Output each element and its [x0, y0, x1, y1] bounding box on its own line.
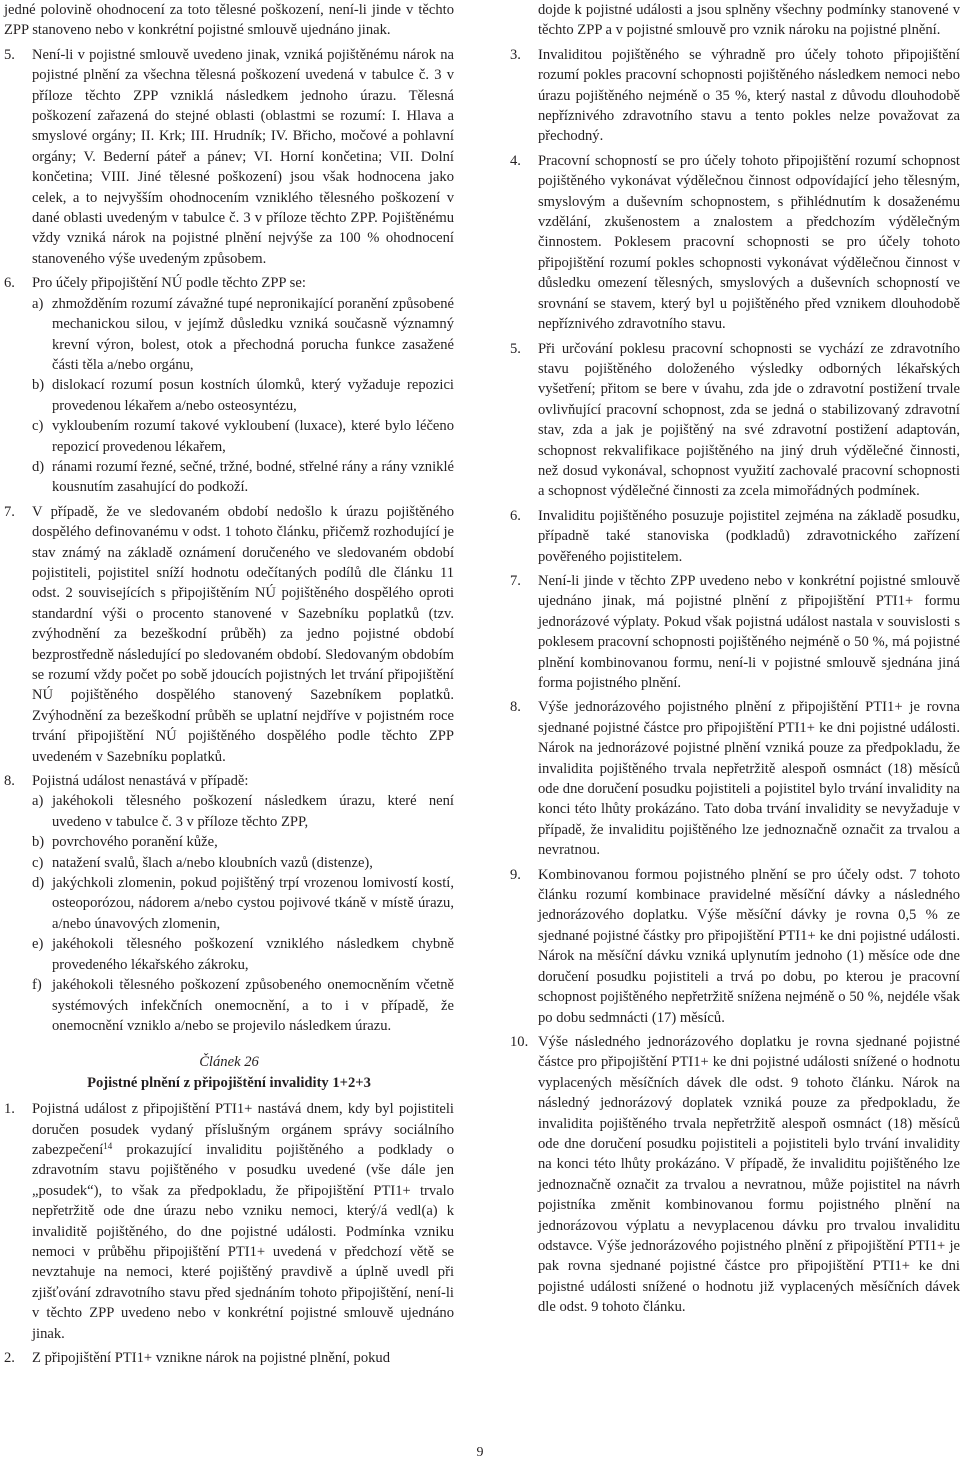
sub-item [32, 873, 454, 934]
clause-6 [510, 506, 960, 567]
clause-7 [510, 571, 960, 693]
sub-text: natažení svalů, šlach a/nebo kloubních vazů (distenze), [52, 854, 373, 871]
clause-text: Pojistná událost nenastává v případě: [32, 773, 249, 790]
intro-paragraph: jedné polovině ohodnocení za toto tělesné poškození, není-li jinde v těchto ZPP stanoveno nebo v konkrétní pojistné smlouvě ujednáno jinak. [4, 2, 454, 39]
article-title: Pojistné plnění z připojištění invalidity 1+2+3 [87, 1074, 371, 1091]
clause-9 [510, 865, 960, 1028]
article-clause-1 [4, 1099, 454, 1344]
clause-number: 7. [4, 503, 15, 520]
sub-label: c) [32, 418, 44, 435]
sub-label: e) [32, 936, 44, 953]
sub-item [32, 294, 454, 376]
sub-text: jakéhokoli tělesného poškození následkem úrazu, které není uvedeno v tabulce č. 3 v příloze těchto ZPP, [52, 793, 454, 830]
clause-number: 5. [4, 46, 15, 63]
sub-text: jakéhokoli tělesného poškození vzniklého následkem chybně provedeného lékařského zákroku, [52, 936, 454, 973]
article-clause-2 [4, 1348, 454, 1368]
sub-item [32, 416, 454, 457]
clause-text: Kombinovanou formou pojistného plnění se pro účely odst. 7 tohoto článku rozumí kombinace pravidelné měsíční dávky a následného jednorázového doplatku. Výše měsíční dávky je rovna 0,5 % ze sjednané pojistné částky pro připojištění PTI1+ ke dni pojistné události. Nárok na měsíční dávku vzniká uplynutím jednoho (1) měsíce ode dne doručení posudku pojistiteli a trvá po dobu, po kterou je pracovní schopnost pojištěného nepřetržitě snížena nejméně o 50 %, nejdéle však po dobu sedmnácti (17) měsíců. [538, 866, 960, 1026]
clause-8 [4, 771, 454, 1036]
clause-text: V případě, že ve sledovaném období nedošlo k úrazu pojištěného dospělého definovanému v odst. 1 tohoto článku, přičemž rozhodující je stav známý na základě oznámení doručeného ve sledovaném období pojistiteli, pojistitel sníží hodnotu odečítaných podílů dle článku 11 odst. 2 souvisejících s připojištěním NÚ pojištěného dospělého oproti standardní výši o procento stanovené v Sazebníku poplatků (tzv. zvýhodnění za bezeškodní průběh) za jedno pojistné období bezprostředně následující po sledovaném období. Sledovaným obdobím se rozumí vždy počet po sobě jdoucích pojistných let trvání připojištění NÚ pojištěného dospělého stanovený Sazebníkem poplatků. Zvýhodnění za bezeškodní průběh se uplatní nejdříve v pojistném roce trvání připojištění NÚ pojištěného dospělého podle těchto ZPP uvedeném v Sazebníku poplatků. [32, 503, 454, 765]
article-label: Článek 26 [199, 1054, 259, 1071]
sub-label: f) [32, 977, 42, 994]
clause-text-part-b: prokazující invaliditu pojištěného a podklady o zdravotním stavu pojištěného v posudku uvedené (vše dále jen „posudek“), to však za předpokladu, že připojištění PTI1+ trvalo nepřetržitě ode dne úrazu nebo vzniku nemoci, který/á vedl(a) k invaliditě pojištěného, do dne pojistné události. Podmínka vzniku nemoci v průběhu připojištění PTI1+ uvedená v předchozí větě se nevztahuje na nemoci, které pojištěný pravdivě a úplně uvedl při zjišťování zdravotního stavu před sjednáním tohoto připojištění, není-li v těchto ZPP uvedeno nebo v konkrétní pojistné smlouvě ujednáno jinak. [32, 1141, 454, 1342]
clause-text: Invaliditou pojištěného se výhradně pro účely tohoto připojištění rozumí pokles pracovní schopnosti pojištěného následkem nemoci nebo úrazu pojištěného nejméně o 35 %, který nastal z důvodu dlouhodobě nepříznivého zdravotního stavu a tento pokles nelze považovat za přechodný. [538, 46, 960, 145]
clause-4 [510, 151, 960, 335]
sub-item [32, 791, 454, 832]
clause-number: 6. [510, 507, 521, 524]
clause-number: 4. [510, 152, 521, 169]
clause-7 [4, 502, 454, 767]
clause-number: 8. [4, 773, 15, 790]
clause-number: 9. [510, 866, 521, 883]
clause-number: 1. [4, 1101, 15, 1118]
article-heading [4, 1052, 454, 1093]
clause-number: 5. [510, 340, 521, 357]
sub-text: jakéhokoli tělesného poškození způsobeného onemocněním včetně systémových infekčních onemocnění, a to i v případě, že onemocnění vzniklo a/nebo se projevilo následkem úrazu. [52, 977, 454, 1034]
footnote-marker: 14 [103, 1140, 113, 1151]
sub-text: povrchového poranění kůže, [52, 834, 218, 851]
clause-10 [510, 1032, 960, 1318]
clause-3 [510, 45, 960, 147]
clause-text: Není-li v pojistné smlouvě uvedeno jinak, vzniká pojištěnému nárok na pojistné plnění za všechna tělesná poškození uvedená v tabulce č. 3 v příloze těchto ZPP vzniklá následkem jednoho úrazu. Tělesná poškození zařazená do stejné oblasti (oblastmi se rozumí: I. Hlava a smyslové orgány; II. Krk; III. Hrudník; IV. Břicho, močové a pohlavní orgány; V. Bederní páteř a pánev; VI. Horní končetina; VII. Dolní končetina; VIII. Jiné tělesné poškození) jsou však hodnocena jako celek, a to nejvyšším ohodnocením vzniklého tělesného poškození v dané oblasti uvedeným v tabulce č. 3 v příloze těchto ZPP. Pojištěnému vždy vzniká nárok na pojistné plnění nejvýše za 100 % ohodnocení stanoveného výše uvedeným způsobem. [32, 46, 454, 267]
clause-number: 7. [510, 572, 521, 589]
sub-label: b) [32, 834, 45, 851]
clause-8 [510, 697, 960, 860]
sub-item [32, 975, 454, 1036]
clause-5 [4, 45, 454, 269]
right-column [510, 0, 960, 1322]
clause-text: Invaliditu pojištěného posuzuje pojistitel zejména na základě posudku, případně také stanoviska (podkladů) zdravotnického zařízení pověřeného pojistitelem. [538, 507, 960, 565]
continuation-paragraph: dojde k pojistné události a jsou splněny všechny podmínky stanovené v těchto ZPP a v pojistné smlouvě pro vznik nároku na pojistné plnění. [538, 2, 960, 39]
clause-6 [4, 273, 454, 497]
sub-list [32, 791, 454, 1036]
sub-label: d) [32, 875, 45, 892]
clause-text: Při určování poklesu pracovní schopnosti se vychází ze zdravotního stavu pojištěného doloženého výsledky odborných lékařských vyšetření; přitom se bere v úvahu, zda jde o zdravotní postižení trvale ovlivňující pracovní schopnost, zda se jedná o stabilizovaný zdravotní stav, zda a jak je pojištěný na své zdravotní postižení adaptován, schopnost rekvalifikace pojištěného na jiný druh výdělečné činnosti, než dosud vykonával, schopnost využití zachovalé pracovní schopnosti a schopnost výdělečné činnosti za zcela mimořádných podmínek. [538, 340, 960, 500]
clause-number: 3. [510, 46, 521, 63]
clause-text: Výše následného jednorázového doplatku je rovna sjednané pojistné částce pro připojištění PTI1+ ke dni pojistné události snížené o hodnotu vyplacených měsíčních dávek dle odst. 9 tohoto článku. Nárok na následný jednorázový doplatek vzniká pouze za předpokladu, že invalidita pojištěného trvala nepřetržitě alespoň osmnáct (18) měsíců ode dne doručení posudku pojistiteli a pojistiteli bylo trvání invalidity na konci této lhůty prokázáno. V případě, že invaliditu pojištěného lze jednoznačně označit za trvalou a nevratnou, může pojistitel na návrh pojistníka změnit kombinovanou formu pojistného plnění na jednorázovou výplatu a nevyplacenou dávku pro trvalou invaliditu odstavce. Výše jednorázového pojistného plnění z připojištění PTI1+ je pak rovna sjednané pojistné částce pro připojištění PTI1+ ke dni pojistné události snížené o hodnotu již vyplacených měsíčních dávek dle odst. 9 tohoto článku. [538, 1033, 960, 1316]
page-number: 9 [476, 1445, 484, 1460]
sub-text: vykloubením rozumí takové vykloubení (luxace), které bylo léčeno repozicí provedenou lékařem, [52, 418, 454, 455]
sub-list [32, 294, 454, 498]
sub-text: zhmožděním rozumí závažné tupé nepronikající poranění způsobené mechanickou silou, v jejímž důsledku vzniká současně významný krevní výron, bolest, otok a přechodná porucha funkce zasažené části těla a/nebo orgánu, [52, 295, 454, 373]
sub-label: a) [32, 295, 44, 312]
clause-number: 8. [510, 699, 521, 716]
sub-item [32, 934, 454, 975]
sub-label: a) [32, 793, 44, 810]
clause-number: 2. [4, 1350, 15, 1366]
clause-5 [510, 339, 960, 502]
sub-item [32, 375, 454, 416]
sub-item [32, 457, 454, 498]
clause-text: Z připojištění PTI1+ vznikne nárok na pojistné plnění, pokud [32, 1350, 391, 1366]
sub-text: ránami rozumí řezné, sečné, tržné, bodné, střelné rány a rány vzniklé kousnutím zasahující do podkoží. [52, 458, 454, 496]
clause-number: 6. [4, 275, 15, 292]
clause-text: Není-li jinde v těchto ZPP uvedeno nebo v konkrétní pojistné smlouvě ujednáno jinak, má pojistné plnění z připojištění PTI1+ formu jednorázové výplaty. Pokud však pojistná událost nastala v souvislosti s poklesem pracovní schopnosti pojištěného nejméně o 50 %, má pojistné plnění kombinovanou formu, není-li v pojistné smlouvě sjednána jiná forma pojistného plnění. [538, 572, 960, 691]
sub-text: dislokací rozumí posun kostních úlomků, který vyžaduje repozici provedenou lékařem a/nebo osteosyntézu, [52, 377, 454, 414]
sub-item [32, 853, 454, 873]
clause-text: Výše jednorázového pojistného plnění z připojištění PTI1+ je rovna sjednané pojistné částce pro připojištění PTI1+ ke dni pojistné události. Nárok na jednorázové pojistné plnění vzniká pouze za předpokladu, že invalidita pojištěného trvala nepřetržitě alespoň osmnáct (18) měsíců ode dne doručení posudku pojistiteli a pojistitel bylo trvání invalidity na konci této lhůty prokázáno. Tato doba trvání invalidity se nevyžaduje v případě, že invaliditu pojištěného lze jednoznačně označit za trvalou a nevratnou. [538, 699, 960, 859]
sub-label: b) [32, 377, 45, 394]
clause-text-part-a: Pojistná událost z připojištění PTI1+ nastává dnem, kdy byl pojistiteli doručen posudek vydaný příslušným orgánem správy sociálního zabezpečení [32, 1101, 454, 1158]
clause-text: Pracovní schopností se pro účely tohoto připojištění rozumí schopnost pojištěného vykonávat výdělečnou činnost odpovídající jeho tělesným, smyslovým a duševním schopnostem, s přihlédnutím k dosaženému vzdělání, zkušenostem a znalostem a předchozím výdělečným činnostem. Poklesem pracovní schopnosti se pro účely tohoto připojištění rozumí pokles schopnosti vykonávat výdělečnou činnost v důsledku omezení tělesných, smyslových a duševních schopností ve srovnání se stavem, který byl u pojištěného před vznikem dlouhodobě nepříznivého zdravotního stavu. [538, 152, 960, 333]
sub-text: jakýchkoli zlomenin, pokud pojištěný trpí vrozenou lomivostí kostí, osteoporózou, nádorem a/nebo cystou pojivové tkáně v místě úrazu, a/nebo únavových zlomenin, [52, 875, 454, 932]
clause-number: 10. [510, 1033, 529, 1050]
sub-item [32, 832, 454, 852]
clause-text: Pro účely připojištění NÚ podle těchto ZPP se: [32, 275, 306, 292]
left-column [4, 0, 454, 1372]
sub-label: d) [32, 458, 45, 475]
sub-label: c) [32, 854, 44, 871]
